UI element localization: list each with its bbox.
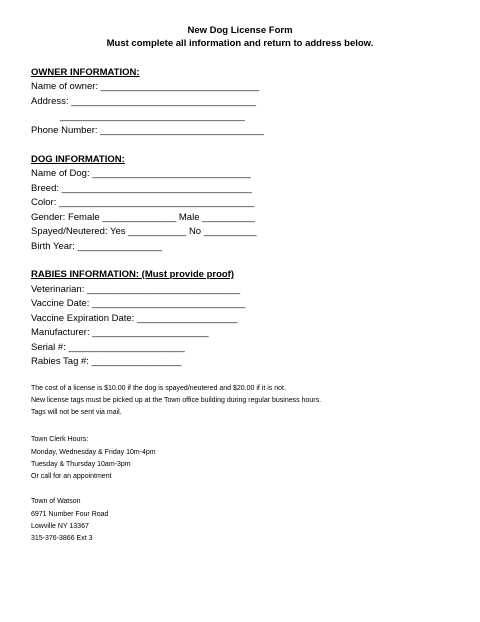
hours-heading: Town Clerk Hours: [31,436,89,443]
dog-section-heading: DOG INFORMATION: [31,154,125,165]
street-address: 6971 Number Four Road [31,511,109,518]
pickup-note: New license tags must be picked up at the Town office building during regular business hours. [31,397,322,404]
form-subtitle: Must complete all information and return to address below. [106,38,374,49]
mail-note: Tags will not be sent via mail. [31,409,122,416]
town-name: Town of Watson [31,498,81,505]
dog-birth-year-field[interactable]: Birth Year: ________________ [31,241,163,252]
hours-line: Monday, Wednesday & Friday 10m-4pm [31,449,156,456]
manufacturer-field[interactable]: Manufacturer: ______________________ [31,327,209,338]
hours-line: Or call for an appointment [31,473,112,480]
dog-color-field[interactable]: Color: _____________________________________ [31,197,255,208]
cost-note: The cost of a license is $10.00 if the dog is spayed/neutered and $20.00 if it is not. [31,385,286,392]
serial-field[interactable]: Serial #: ______________________ [31,342,185,353]
city-state-zip: Lowville NY 13367 [31,523,89,530]
dog-gender-field[interactable]: Gender: Female ______________ Male __________ [31,212,255,223]
owner-section-heading: OWNER INFORMATION: [31,67,140,78]
dog-spayed-field[interactable]: Spayed/Neutered: Yes ___________ No __________ [31,226,257,237]
phone-number: 315-376-3866 Ext 3 [31,535,93,542]
dog-breed-field[interactable]: Breed: ____________________________________ [31,183,252,194]
owner-address-field[interactable]: Address: ___________________________________ [31,96,257,107]
owner-address-line2-field[interactable]: ___________________________________ [60,111,245,122]
vaccine-date-field[interactable]: Vaccine Date: _____________________________ [31,298,246,309]
dog-name-field[interactable]: Name of Dog: ______________________________ [31,168,251,179]
veterinarian-field[interactable]: Veterinarian: _____________________________ [31,284,241,295]
vaccine-expiration-field[interactable]: Vaccine Expiration Date: ___________________ [31,313,238,324]
rabies-section-heading: RABIES INFORMATION: (Must provide proof) [31,269,235,280]
rabies-tag-field[interactable]: Rabies Tag #: _________________ [31,356,182,367]
owner-name-field[interactable]: Name of owner: ______________________________ [31,81,260,92]
form-title: New Dog License Form [187,25,293,36]
hours-line: Tuesday & Thursday 10am-3pm [31,461,131,468]
owner-phone-field[interactable]: Phone Number: _______________________________ [31,125,264,136]
